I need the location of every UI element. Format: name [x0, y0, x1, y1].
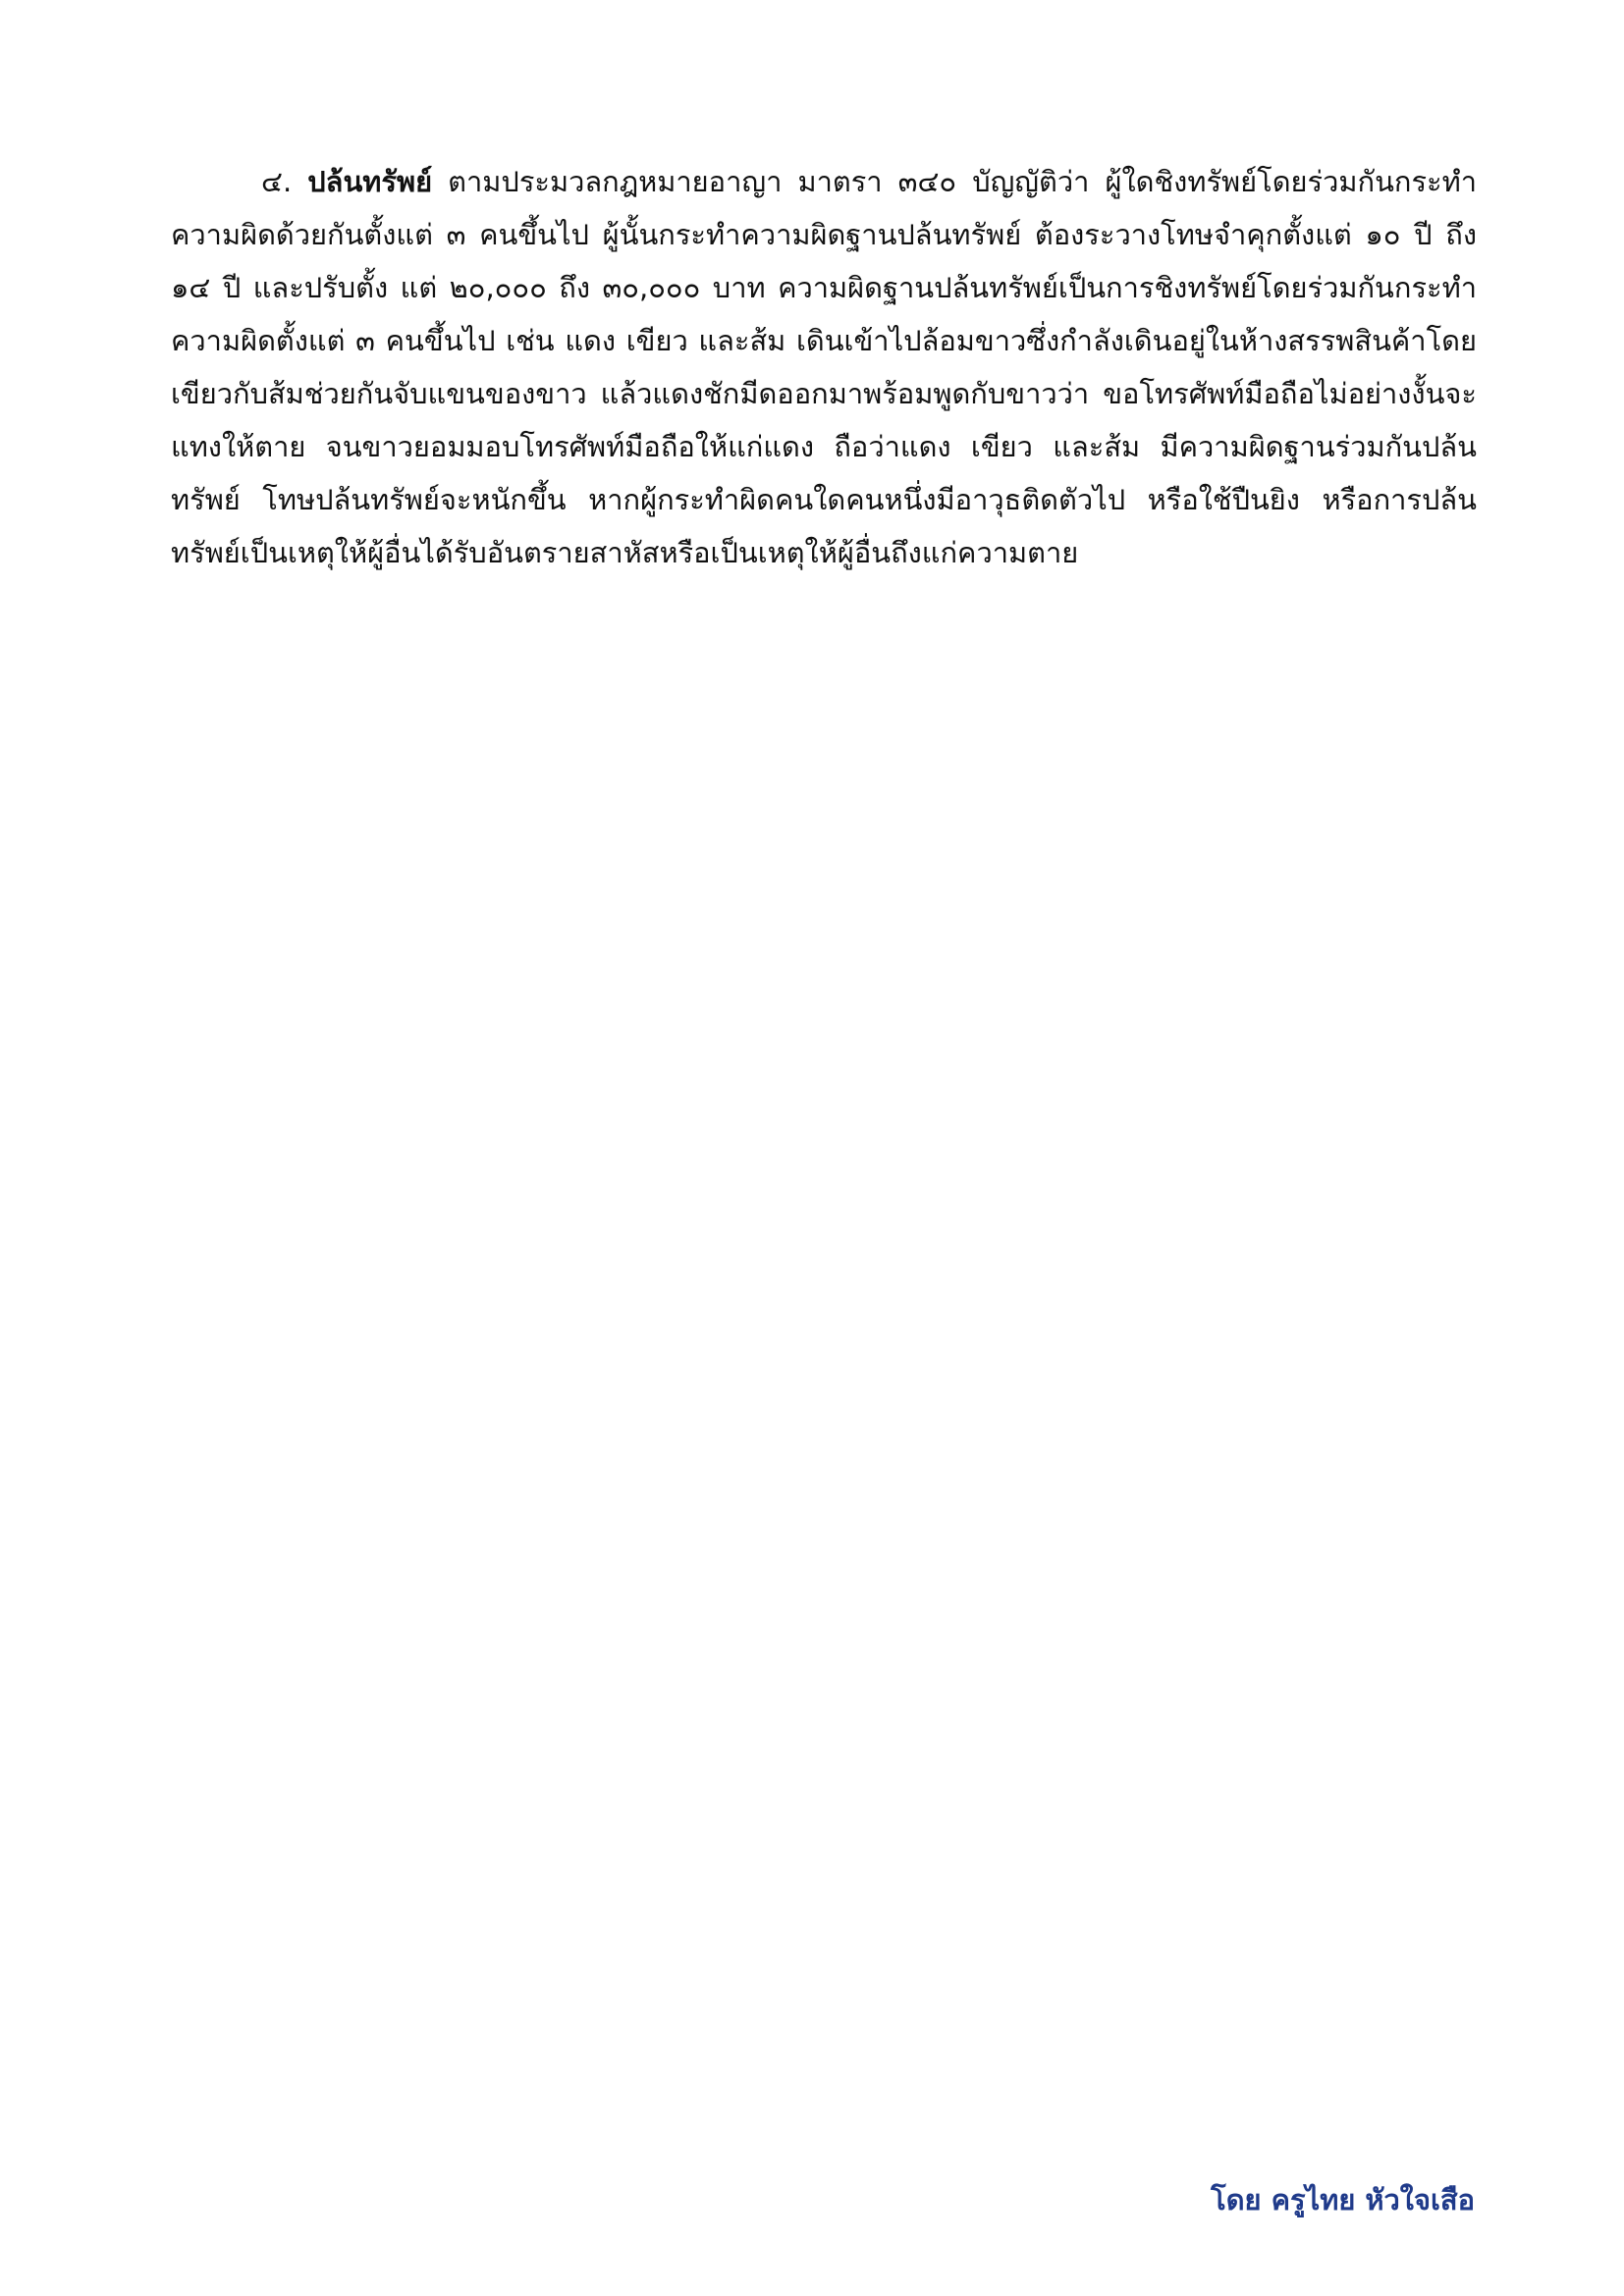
- bold-term: ปล้นทรัพย์: [307, 165, 433, 198]
- paragraph-number: ๔.: [261, 165, 293, 198]
- paragraph-body: ตามประมวลกฎหมายอาญา มาตรา ๓๔๐ บัญญัติว่า ผู้ใดชิงทรัพย์โดยร่วมกันกระทำความผิดด้วยกันตั้งแต่ ๓ คนขึ้นไป ผู้นั้นกระทำความผิดฐานปล้นทรัพย์ ต้องระวางโทษจำคุกตั้งแต่ ๑๐ ปี ถึง ๑๔ ปี และปรับตั้ง แต่ ๒๐,๐๐๐ ถึง ๓๐,๐๐๐ บาท ความผิดฐานปล้นทรัพย์เป็นการชิงทรัพย์โดยร่วมกันกระทำความผิดตั้งแต่ ๓ คนขึ้นไป เช่น แดง เขียว และส้ม เดินเข้าไปล้อมขาวซึ่งกำลังเดินอยู่ในห้างสรรพสินค้าโดยเขียวกับส้มช่วยกันจับแขนของขาว แล้วแดงชักมีดออกมาพร้อมพูดกับขาวว่า ขอโทรศัพท์มือถือไม่อย่างงั้นจะแทงให้ตาย จนขาวยอมมอบโทรศัพท์มือถือให้แก่แดง ถือว่าแดง เขียว และส้ม มีความผิดฐานร่วมกันปล้นทรัพย์ โทษปล้นทรัพย์จะหนักขึ้น หากผู้กระทำผิดคนใดคนหนึ่งมีอาวุธติดตัวไป หรือใช้ปืนยิง หรือการปล้นทรัพย์เป็นเหตุให้ผู้อื่นได้รับอันตรายสาหัสหรือเป็นเหตุให้ผู้อื่นถึงแก่ความตาย: [171, 165, 1478, 569]
- body-paragraph: [171, 155, 1477, 579]
- author-signature: โดย ครูไทย หัวใจเสือ: [1211, 2183, 1475, 2216]
